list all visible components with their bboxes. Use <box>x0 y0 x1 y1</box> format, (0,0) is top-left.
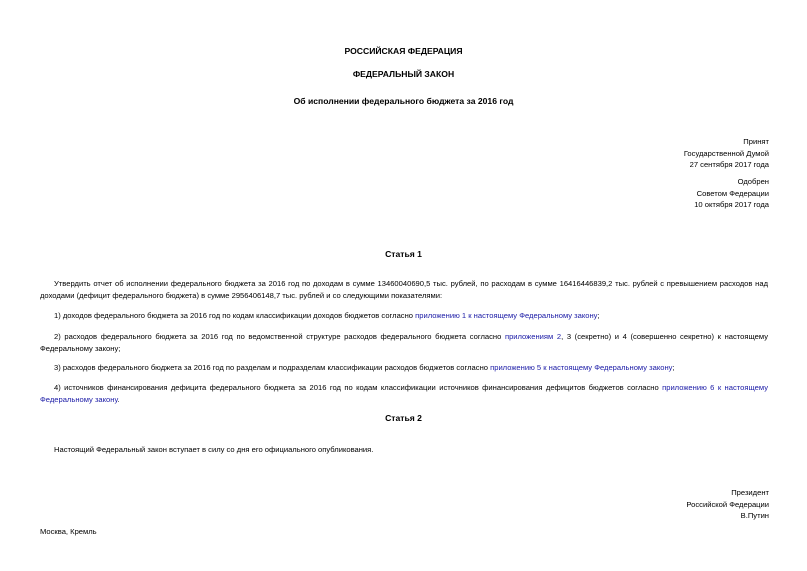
article-1-item-4 <box>40 382 768 406</box>
signing-place: Москва, Кремль <box>40 527 97 536</box>
law-type-heading: ФЕДЕРАЛЬНЫЙ ЗАКОН <box>352 69 455 79</box>
approval-federation-council <box>694 176 769 211</box>
adopted-label: Принят <box>743 137 769 146</box>
appendix-1-link[interactable]: приложению 1 к настоящему Федеральному закону <box>415 311 598 320</box>
approved-label: Одобрен <box>737 177 769 186</box>
appendix-6-link[interactable]: приложению 6 к настоящему Федеральному закону <box>40 383 768 404</box>
adoption-duma <box>684 136 769 171</box>
item-tail: ; <box>597 311 600 320</box>
article-1-intro: Утвердить отчет об исполнении федерального бюджета за 2016 год по доходам в сумме 13460040690,5 тыс. рублей, по расходам в сумме 16416446839,2 тыс. рублей с превышением расходов над доходами (дефицит федерального бюджета) в сумме 2956406148,7 тыс. рублей и со следующими показателями: <box>40 279 768 300</box>
article-1-item-1 <box>40 310 768 322</box>
appendix-5-link[interactable]: приложению 5 к настоящему Федеральному закону <box>490 363 673 372</box>
signature-block <box>686 487 769 522</box>
approved-date: 10 октября 2017 года <box>694 200 769 209</box>
article-2-text: Настоящий Федеральный закон вступает в силу со дня его официального опубликования. <box>54 445 374 454</box>
item-text: 2) расходов федерального бюджета за 2016 год по ведомственной структуре расходов федерального бюджета согласно <box>54 332 505 341</box>
article-1-item-2 <box>40 331 768 355</box>
item-tail: ; <box>672 363 675 372</box>
law-title: Об исполнении федерального бюджета за 2016 год <box>293 96 514 106</box>
federation-heading: РОССИЙСКАЯ ФЕДЕРАЦИЯ <box>344 46 463 56</box>
article-2-title: Статья 2 <box>385 413 422 423</box>
item-tail: . <box>117 394 120 404</box>
approved-body: Советом Федерации <box>696 188 769 198</box>
appendix-2-link[interactable]: приложениям 2 <box>504 332 562 341</box>
article-1-item-3 <box>40 362 768 374</box>
item-text: 4) источников финансирования дефицита федерального бюджета за 2016 год по кодам классификации источников финансирования дефицитов бюджетов согласно <box>54 383 663 392</box>
item-text: 1) доходов федерального бюджета за 2016 год по кодам классификации доходов бюджетов согласно <box>54 311 416 320</box>
adopted-date: 27 сентября 2017 года <box>689 160 769 169</box>
adopted-body: Государственной Думой <box>683 148 769 158</box>
signature-name: В.Путин <box>740 511 769 520</box>
article-1-title: Статья 1 <box>385 249 422 259</box>
item-text: 3) расходов федерального бюджета за 2016 год по разделам и подразделам классификации расходов бюджетов согласно <box>54 363 491 372</box>
signature-position: Президент <box>731 488 769 497</box>
item-tail: , 3 (секретно) и 4 (совершенно секретно) к настоящему Федеральному закону; <box>40 332 769 353</box>
signature-country: Российской Федерации <box>686 499 769 509</box>
